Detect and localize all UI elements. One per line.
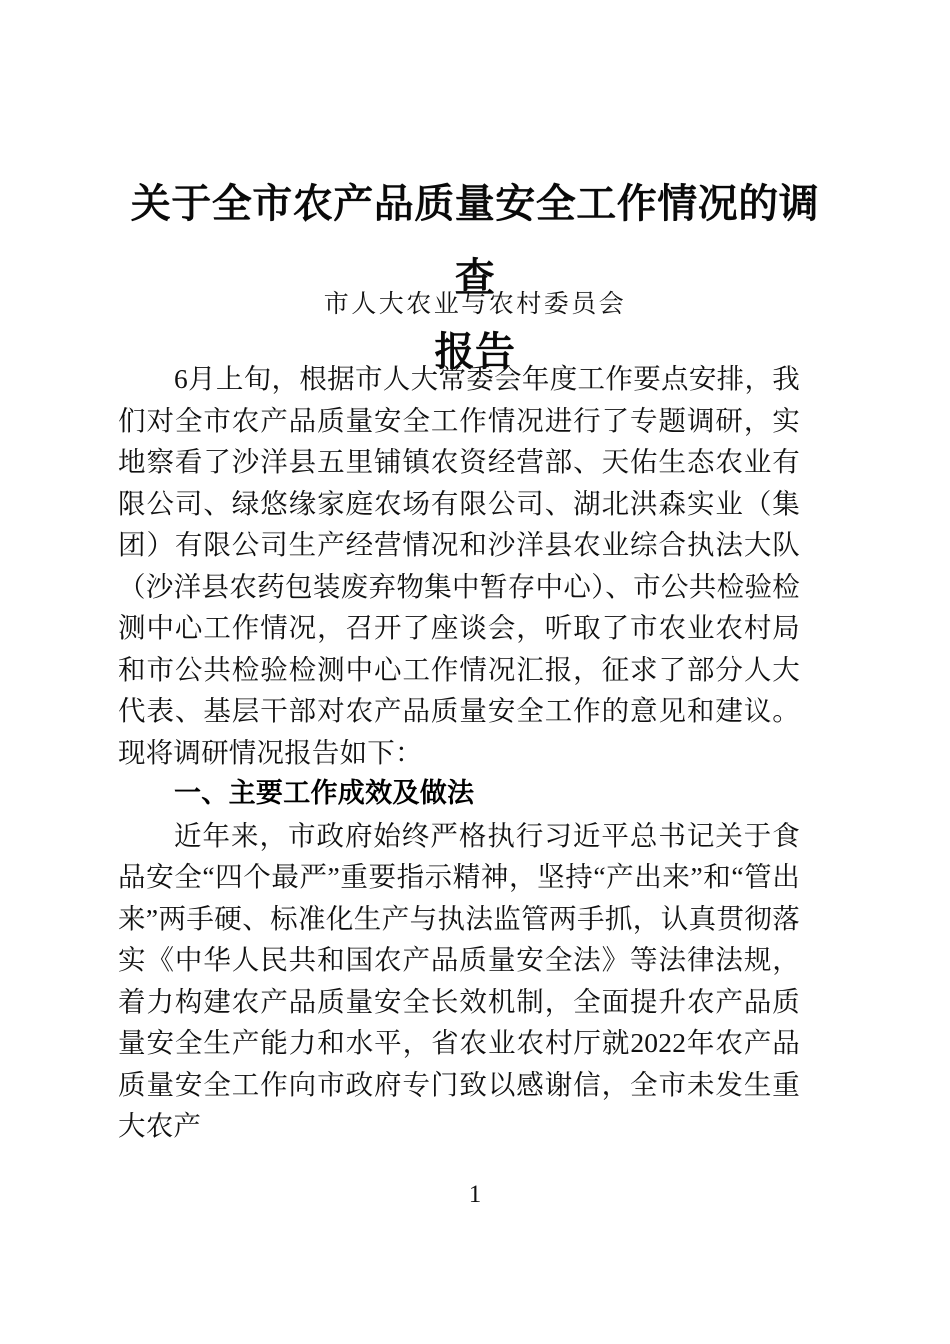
document-author-org: 市人大农业与农村委员会 <box>323 291 627 318</box>
page-number: 1 <box>468 1181 482 1208</box>
section-heading-1: 一、主要工作成效及做法 <box>174 778 475 808</box>
document-body <box>118 358 800 1147</box>
body-paragraph-1: 6月上旬，根据市人大常委会年度工作要点安排，我们对全市农产品质量安全工作情况进行了专题调研，实地察看了沙洋县五里铺镇农资经营部、天佑生态农业有限公司、绿悠缘家庭农场有限公司、湖北洪森实业（集团）有限公司生产经营情况和沙洋县农业综合执法大队（沙洋县农药包装废弃物集中暂存中心）、市公共检验检测中心工作情况，召开了座谈会，听取了市农业农村局和市公共检验检测中心工作情况汇报，征求了部分人大代表、基层干部对农产品质量安全工作的意见和建议。现将调研情况报告如下： <box>118 363 800 768</box>
page-title-line-2: 报告 <box>434 328 516 374</box>
page-title <box>120 167 830 389</box>
page-title-line-1: 关于全市农产品质量安全工作情况的调查 <box>130 180 820 300</box>
body-paragraph-2: 近年来，市政府始终严格执行习近平总书记关于食品安全“四个最严”重要指示精神，坚持“产出来”和“管出来”两手硬、标准化生产与执法监管两手抓，认真贯彻落实《中华人民共和国农产品质量安全法》等法律法规，着力构建农产品质量安全长效机制，全面提升农产品质量安全生产能力和水平，省农业农村厅就2022年农产品质量安全工作向市政府专门致以感谢信，全市未发生重大农产 <box>118 819 800 1141</box>
